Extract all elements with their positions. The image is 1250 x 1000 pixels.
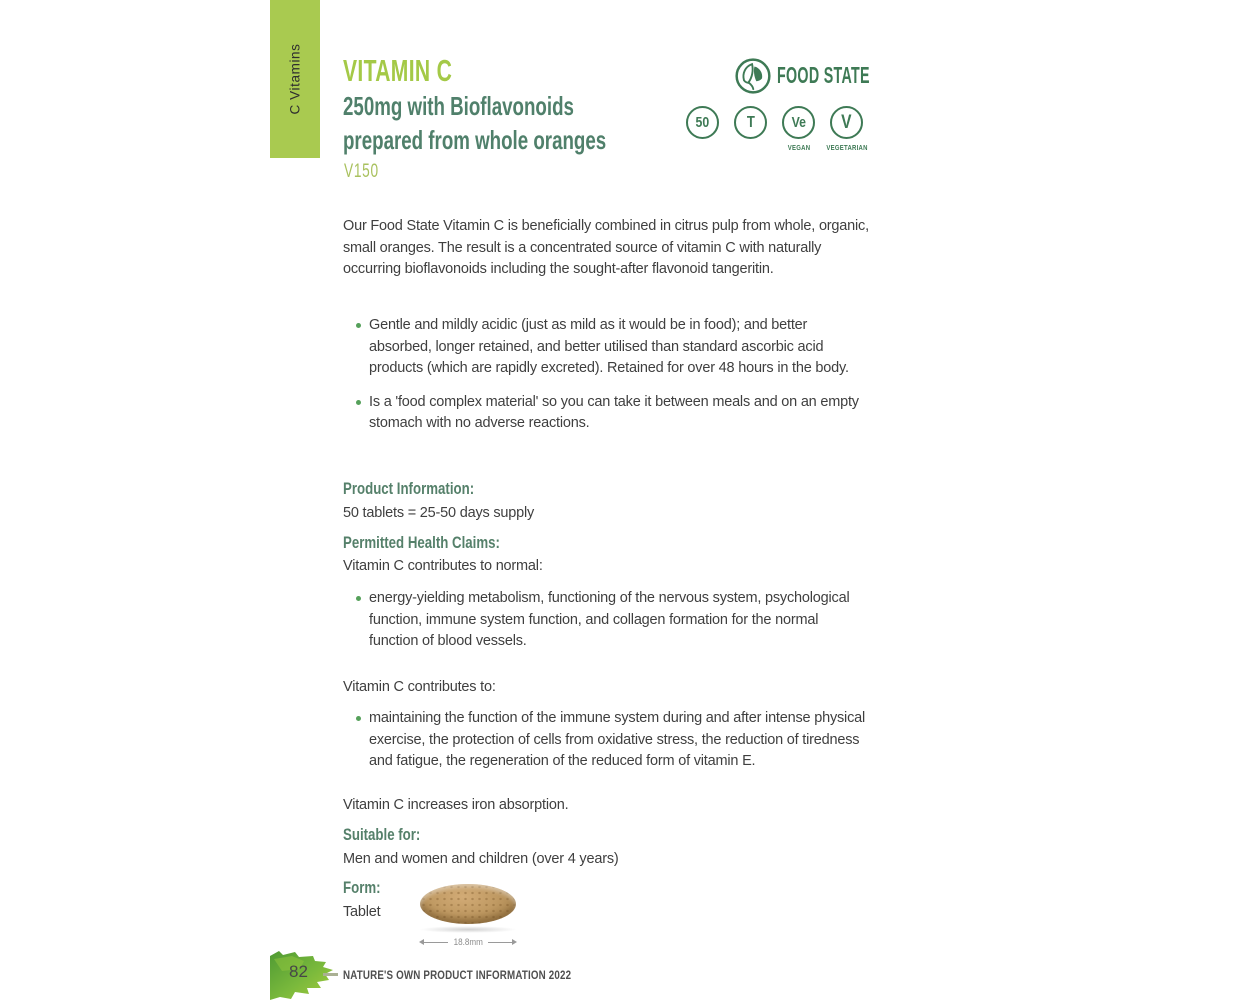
page-title: VITAMIN C (343, 53, 453, 88)
form-detail: Tablet (343, 904, 381, 920)
tablet-dimension-label: 18.8mm (453, 937, 483, 947)
food-state-leaf-icon (734, 57, 772, 95)
tablet-shadow (419, 926, 517, 933)
suitable-for-detail: Men and women and children (over 4 years) (343, 851, 619, 867)
health-claims-normal-intro: Vitamin C contributes to normal: (343, 558, 543, 574)
certification-badges (686, 106, 868, 152)
product-subtitle-line1: 250mg with Bioflavonoids (343, 91, 574, 121)
benefit-bullet: Is a 'food complex material' so you can take it between meals and on an empty stomach with no adverse reactions. (356, 392, 868, 435)
food-state-label: FOOD STATE (777, 62, 870, 88)
tablet-image (420, 884, 516, 924)
benefit-bullet: Gentle and mildly acidic (just as mild as it would be in food); and better absorbed, longer retained, and better utilised than standard ascorbic acid products (which are rapidly excreted). Retained for over 48 hours in the body. (356, 315, 868, 380)
badge-tablet-count (686, 106, 719, 139)
badge-tablet-form (734, 106, 767, 139)
health-claim-bullet: energy-yielding metabolism, functioning of the nervous system, psychological function, immune system function, and collagen formation for the normal function of blood vessels. (356, 588, 868, 653)
vegetarian-label: VEGETARIAN (825, 143, 868, 152)
iron-absorption-note: Vitamin C increases iron absorption. (343, 797, 569, 813)
vegan-icon: Ve (782, 106, 815, 139)
benefit-bullet-list (356, 315, 868, 447)
tablet-dimension (419, 937, 517, 947)
section-tab-label: C Vitamins (287, 43, 303, 115)
product-code: V150 (344, 161, 379, 182)
section-tab-c-vitamins (270, 0, 320, 158)
badge-vegan (782, 106, 815, 152)
product-information-detail: 50 tablets = 25-50 days supply (343, 505, 535, 521)
health-claims-contributes-intro: Vitamin C contributes to: (343, 679, 496, 695)
vegan-label: VEGAN (787, 143, 810, 152)
page-number: 82 (289, 962, 308, 981)
vegetarian-icon: V (830, 106, 863, 139)
footer-dash (323, 973, 338, 976)
product-subtitle-line2: prepared from whole oranges (343, 124, 607, 155)
product-subtitle (343, 90, 606, 157)
health-claims-heading: Permitted Health Claims: (343, 533, 500, 552)
tablet-photo (418, 884, 518, 947)
badge-vegetarian (825, 106, 868, 152)
health-claim-bullet: maintaining the function of the immune system during and after intense physical exercise, the protection of cells from oxidative stress, the reduction of tiredness and fatigue, the regeneration of the reduced form of vitamin E. (356, 708, 868, 773)
dimension-arrow-right-icon (512, 939, 517, 945)
tablet-count-icon: 50 (686, 106, 719, 139)
suitable-for-heading: Suitable for: (343, 825, 421, 844)
footer-label: NATURE'S OWN PRODUCT INFORMATION 2022 (343, 970, 572, 982)
health-claims-contributes-list (356, 708, 868, 785)
form-heading: Form: (343, 878, 381, 897)
intro-paragraph: Our Food State Vitamin C is beneficially combined in citrus pulp from whole, organic, small oranges. The result is a concentrated source of vitamin C with naturally occurring bioflavonoids including the sought-after flavonoid tangeritin. (343, 218, 869, 277)
tablet-form-icon: T (734, 106, 767, 139)
product-information-heading: Product Information: (343, 479, 475, 498)
health-claims-normal-list (356, 588, 868, 665)
